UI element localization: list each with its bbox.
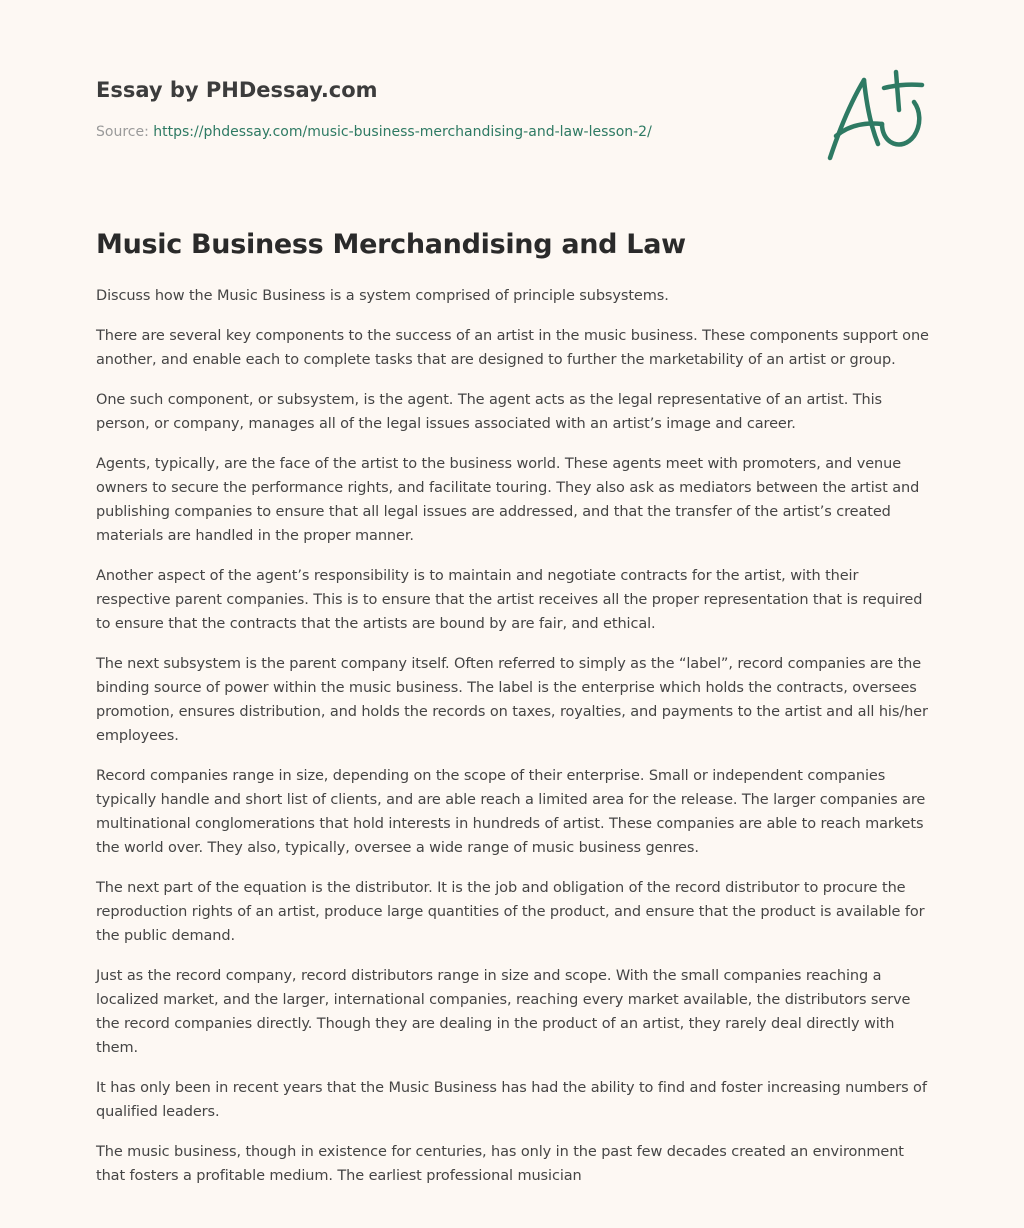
article-paragraph: It has only been in recent years that the Music Business has had the ability to find and foster increasing numbers of qualified leaders. [96, 1080, 927, 1120]
source-label: Source: [96, 124, 149, 140]
article [96, 226, 930, 1204]
article-paragraph: Just as the record company, record distributors range in size and scope. With the small companies reaching a localized market, and the larger, international companies, reaching every market available, the distributors serve the record companies directly. Though they are dealing in the product of an artist, they rarely deal directly with them. [96, 968, 911, 1056]
article-paragraph: One such component, or subsystem, is the agent. The agent acts as the legal representative of an artist. This person, or company, manages all of the legal issues associated with an artist’s image and career. [96, 392, 882, 432]
source-line [96, 122, 796, 142]
source-link[interactable]: https://phdessay.com/music-business-merchandising-and-law-lesson-2/ [153, 124, 652, 140]
page-header [96, 76, 796, 142]
article-paragraph: Agents, typically, are the face of the artist to the business world. These agents meet with promoters, and venue owners to secure the performance rights, and facilitate touring. They also ask as mediators between the artist and publishing companies to ensure that all legal issues are addressed, and that the transfer of the artist’s created materials are handled in the proper manner. [96, 456, 920, 544]
site-name: Essay by PHDessay.com [96, 78, 378, 102]
article-paragraph: The next part of the equation is the distributor. It is the job and obligation of the record distributor to procure the reproduction rights of an artist, produce large quantities of the product, and ensure that the product is available for the public demand. [96, 880, 925, 944]
article-paragraph: Record companies range in size, depending on the scope of their enterprise. Small or independent companies typically handle and short list of clients, and are able reach a limited area for the release. The larger companies are multinational conglomerations that hold interests in hundreds of artist. These companies are able to reach markets the world over. They also, typically, oversee a wide range of music business genres. [96, 768, 926, 856]
article-paragraph: The music business, though in existence for centuries, has only in the past few decades created an environment that fosters a profitable medium. The earliest professional musician [96, 1144, 904, 1184]
article-paragraph: Discuss how the Music Business is a system comprised of principle subsystems. [96, 288, 669, 304]
article-paragraph: The next subsystem is the parent company itself. Often referred to simply as the “label”, record companies are the binding source of power within the music business. The label is the enterprise which holds the contracts, oversees promotion, ensures distribution, and holds the records on taxes, royalties, and payments to the artist and all his/her employees. [96, 656, 928, 744]
article-paragraph: Another aspect of the agent’s responsibility is to maintain and negotiate contracts for the artist, with their respective parent companies. This is to ensure that the artist receives all the proper representation that is required to ensure that the contracts that the artists are bound by are fair, and ethical. [96, 568, 923, 632]
article-paragraph: There are several key components to the success of an artist in the music business. These components support one another, and enable each to complete tasks that are designed to further the marketability of an artist or group. [96, 328, 929, 368]
a-plus-logo-icon [822, 66, 928, 166]
article-title: Music Business Merchandising and Law [96, 229, 686, 260]
